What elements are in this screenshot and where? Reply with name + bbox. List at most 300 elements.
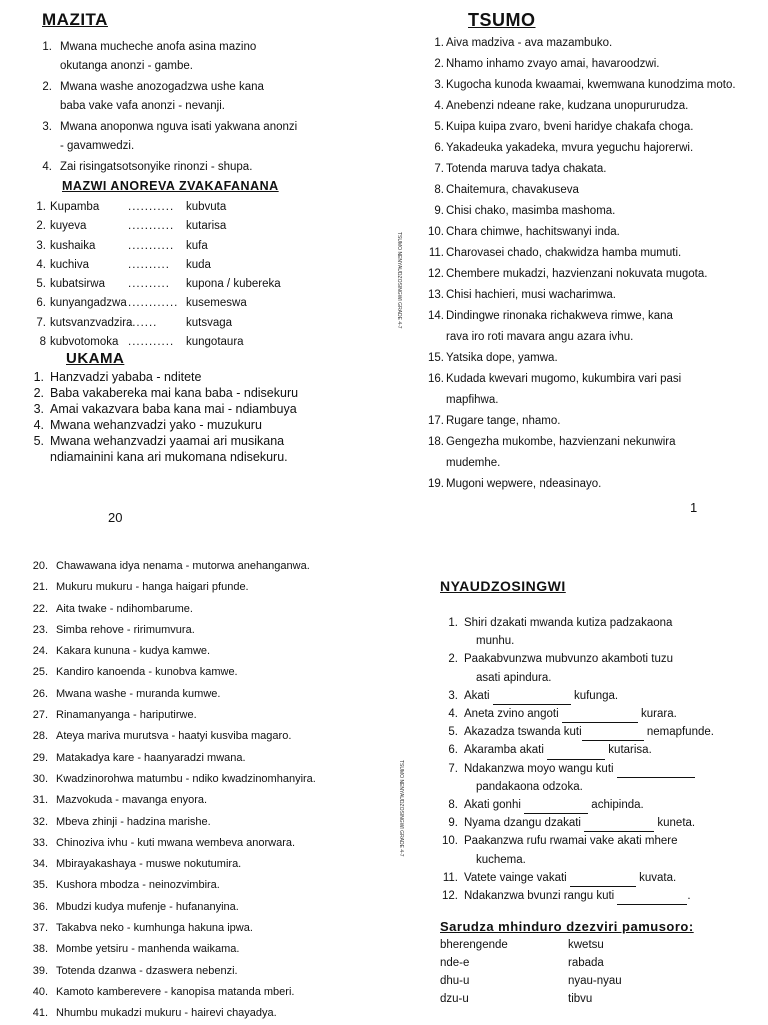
dot-leader: ........... — [128, 220, 175, 233]
item-line: asati apindura. — [476, 671, 552, 684]
item-text: Mbirayakashaya - muswe nokutumira. — [56, 858, 242, 871]
item-text: Mombe yetsiru - manhenda waikama. — [56, 943, 240, 956]
item-line — [464, 869, 750, 887]
item-text: Chawawana idya nenama - mutorwa anehanganwa. — [56, 560, 310, 572]
item-number: 4. — [434, 100, 444, 112]
answer-blank — [547, 748, 605, 760]
nyaudzosingwi-item — [440, 705, 750, 723]
item-number: 2. — [448, 653, 458, 666]
item-line: rava iro roti mavara angu azara ivhu. — [446, 331, 634, 343]
item-number: 3. — [36, 239, 46, 252]
item-text — [446, 285, 748, 306]
item-line — [464, 705, 750, 723]
item-text — [446, 33, 748, 54]
item-text — [446, 369, 748, 411]
item-text-part: kurara. — [637, 708, 677, 721]
item-line: kuchema. — [476, 853, 526, 866]
nyaudzosingwi-list — [440, 614, 750, 905]
synonym-row — [28, 314, 328, 333]
item-text-part: Vatete vainge vakati — [464, 871, 570, 884]
item-text: Kwadzinorohwa matumbu - ndiko kwadzinomhanyira. — [56, 772, 316, 785]
ukama-item — [28, 417, 328, 433]
option-row — [440, 936, 750, 954]
item-text-part: Akati — [464, 689, 493, 702]
item-number: 21. — [32, 581, 48, 594]
item-number: 2. — [42, 81, 52, 93]
item-number: 35. — [32, 879, 48, 892]
dot-leader: ........... — [128, 239, 175, 252]
item-text: Aita twake - ndihombarume. — [56, 602, 193, 615]
sarudza-heading: Sarudza mhinduro dzezviri pamusoro: — [440, 919, 694, 935]
synonym-word: kutsvanzvadzira — [50, 316, 133, 329]
item-number: 14. — [428, 310, 444, 322]
tsumo-item — [30, 599, 360, 620]
item-number: 2. — [33, 386, 44, 401]
item-text — [446, 159, 748, 180]
item-line: Nhamo inhamo zvayo amai, havaroodzwi. — [446, 58, 660, 70]
item-number: 3. — [434, 79, 444, 91]
item-number: 18. — [428, 436, 444, 448]
margin-text-top: TSUMO NENYAUDZOSINGWI GRADE 4-7 — [396, 232, 402, 329]
item-number: 30. — [32, 772, 48, 785]
item-text-part: Shiri dzakati mwanda kutiza padzakaona — [464, 617, 673, 629]
nyaudzosingwi-item — [440, 650, 750, 686]
item-text — [446, 264, 748, 285]
item-number: 1. — [33, 370, 44, 385]
tsumo-item — [30, 556, 360, 577]
item-text-part: Nyama dzangu dzakati — [464, 817, 585, 830]
item-number: 34. — [32, 858, 48, 871]
item-line: Chara chimwe, hachitswanyi inda. — [446, 226, 620, 238]
margin-text-bottom: TSUMO NENYAUDZOSINGWI GRADE 4-7 — [398, 760, 404, 857]
answer-blank — [584, 820, 654, 832]
item-number: 8. — [448, 799, 458, 812]
item-text: Takabva neko - kumhunga hakuna ipwa. — [56, 922, 253, 935]
page-number-left: 20 — [108, 510, 123, 525]
item-number: 10. — [428, 226, 444, 238]
item-line: baba vake vafa anonzi - nevanji. — [60, 100, 225, 112]
tsumo-item — [428, 54, 748, 75]
answer-blank — [617, 893, 687, 905]
tsumo-item — [30, 726, 360, 747]
ukama-item — [28, 401, 328, 417]
item-number: 6. — [36, 297, 46, 310]
tsumo-item — [428, 138, 748, 159]
item-line — [464, 832, 750, 850]
tsumo-list — [428, 33, 748, 495]
item-line: Zai risingatsotsonyike rinonzi - shupa. — [60, 161, 253, 173]
item-number: 3. — [33, 402, 44, 417]
item-line — [464, 614, 750, 632]
item-text — [50, 433, 328, 465]
item-number: 24. — [32, 645, 48, 658]
item-text-part: kufunga. — [570, 689, 619, 702]
item-number: 1. — [448, 617, 458, 629]
item-number: 4. — [448, 708, 458, 721]
item-line: munhu. — [476, 635, 515, 648]
ukama-list — [28, 369, 328, 465]
item-text — [446, 138, 748, 159]
item-number: 40. — [32, 985, 48, 998]
item-text: Totenda dzanwa - dzaswera nebenzi. — [56, 964, 238, 977]
tsumo-item — [30, 812, 360, 833]
tsumo-item — [428, 117, 748, 138]
mazita-list — [28, 38, 328, 177]
synonym-row — [28, 198, 328, 217]
tsumo-item — [428, 75, 748, 96]
item-text-part: Aneta zvino angoti — [464, 708, 562, 721]
item-text — [50, 401, 328, 417]
item-line: okutanga anonzi - gambe. — [60, 60, 193, 72]
item-number: 9. — [434, 205, 444, 217]
item-number: 32. — [32, 815, 48, 828]
item-text: Chinoziva ivhu - kuti mwana wembeva anorwara. — [56, 836, 296, 849]
item-number: 13. — [428, 289, 444, 301]
option-word: kwetsu — [568, 939, 604, 952]
item-text — [446, 180, 748, 201]
item-number: 27. — [32, 709, 48, 722]
tsumo-heading: TSUMO — [468, 10, 536, 30]
bottom-left-page — [30, 556, 360, 1025]
item-number: 20. — [32, 560, 48, 572]
item-text — [446, 432, 748, 474]
item-line: Chaitemura, chavakuseva — [446, 184, 579, 196]
option-word: nde-e — [440, 957, 470, 970]
nyaudzosingwi-heading: NYAUDZOSINGWI — [440, 578, 566, 594]
tsumo-item — [30, 620, 360, 641]
item-number: 12. — [442, 890, 458, 903]
tsumo-item — [30, 897, 360, 918]
tsumo-item — [428, 243, 748, 264]
tsumo-item — [428, 264, 748, 285]
option-row — [440, 954, 750, 972]
tsumo-item — [30, 684, 360, 705]
item-number: 9. — [448, 817, 458, 830]
item-text — [60, 118, 328, 156]
item-text — [464, 760, 750, 796]
item-text: Mbeva zhinji - hadzina marishe. — [56, 815, 211, 828]
synonym-meaning: kungotaura — [186, 336, 244, 349]
bottom-right-page — [440, 578, 750, 1008]
item-text-part: Paakabvunzwa mubvunzo akamboti tuzu — [464, 653, 674, 666]
tsumo-item — [30, 875, 360, 896]
item-number: 7. — [434, 163, 444, 175]
mazita-item — [28, 78, 328, 116]
item-text-part: Akazadza tswanda kuti — [464, 726, 582, 739]
synonym-meaning: kufa — [186, 239, 208, 252]
tsumo-item — [30, 918, 360, 939]
tsumo-item — [30, 961, 360, 982]
nyaudzosingwi-item — [440, 832, 750, 868]
item-line: mapfihwa. — [446, 394, 499, 406]
item-number: 12. — [428, 268, 444, 280]
top-left-page — [28, 10, 328, 525]
nyaudzosingwi-item — [440, 741, 750, 759]
item-line — [464, 796, 750, 814]
item-line: Dindingwe rinonaka richakweva rimwe, kana — [446, 310, 673, 322]
mazita-item — [28, 158, 328, 177]
mazita-item — [28, 118, 328, 156]
item-line: Mwana anoponwa nguva isati yakwana anonzi — [60, 121, 298, 133]
item-line: Anebenzi ndeane rake, kudzana unopururudza. — [446, 100, 689, 112]
synonym-word: kunyangadzwa — [50, 297, 127, 310]
mazwi-heading: MAZWI ANOREVA ZVAKAFANANA — [62, 179, 279, 193]
option-word: bherengende — [440, 939, 508, 952]
option-row — [440, 972, 750, 990]
item-number: 5. — [434, 121, 444, 133]
answer-blank — [562, 711, 638, 723]
item-number: 2. — [36, 220, 46, 233]
item-text-part: Akaramba akati — [464, 744, 548, 757]
item-line — [464, 723, 750, 741]
item-number: 2. — [434, 58, 444, 70]
item-number: 7. — [448, 762, 458, 775]
item-number: 10. — [442, 835, 458, 848]
item-number: 16. — [428, 373, 444, 385]
option-word: rabada — [568, 957, 604, 970]
item-text-part: . — [687, 890, 691, 903]
item-number: 11. — [442, 871, 458, 884]
ukama-item — [28, 385, 328, 401]
synonym-row — [28, 237, 328, 256]
item-text — [464, 814, 750, 832]
item-text — [446, 201, 748, 222]
tsumo-item — [428, 180, 748, 201]
synonym-meaning: kutarisa — [186, 220, 227, 233]
item-line — [464, 650, 750, 668]
item-line: Chembere mukadzi, hazvienzani nokuvata mugota. — [446, 268, 708, 280]
synonym-row — [28, 275, 328, 294]
item-text — [464, 687, 750, 705]
synonym-row — [28, 256, 328, 275]
synonym-meaning: kupona / kubereka — [186, 278, 281, 291]
item-text: Mukuru mukuru - hanga haigari pfunde. — [56, 581, 249, 594]
item-number: 5. — [448, 726, 458, 739]
item-number: 8 — [39, 336, 46, 349]
synonym-meaning: kubvuta — [186, 201, 227, 213]
item-text: Mwana washe - muranda kumwe. — [56, 687, 221, 700]
nyaudzosingwi-item — [440, 760, 750, 796]
item-line: Charovasei chado, chakwidza hamba mumuti. — [446, 247, 682, 259]
mazita-heading: MAZITA — [42, 10, 108, 29]
item-number: 6. — [448, 744, 458, 757]
item-number: 36. — [32, 900, 48, 913]
item-text — [50, 417, 328, 433]
tsumo-item — [30, 641, 360, 662]
option-row — [440, 990, 750, 1008]
synonym-word: kuchiva — [50, 258, 89, 271]
item-text — [60, 38, 328, 76]
tsumo-item — [30, 982, 360, 1003]
item-text-part: kuvata. — [635, 871, 677, 884]
ukama-item — [28, 369, 328, 385]
item-line: Gengezha mukombe, hazvienzani nekunwira — [446, 436, 676, 448]
item-text — [464, 869, 750, 887]
item-text-part: achipinda. — [588, 799, 644, 812]
tsumo-item — [30, 833, 360, 854]
nyaudzosingwi-item — [440, 614, 750, 650]
answer-blank — [617, 766, 695, 778]
item-text — [464, 723, 750, 741]
item-text — [50, 385, 328, 401]
tsumo-item — [428, 348, 748, 369]
item-line: Rugare tange, nhamo. — [446, 415, 561, 427]
synonym-word: kuyeva — [50, 220, 87, 233]
item-number: 5. — [36, 278, 46, 291]
tsumo-item — [428, 369, 748, 411]
item-text: Ateya mariva murutsva - haatyi kusviba magaro. — [56, 730, 292, 743]
item-number: 11. — [428, 247, 444, 259]
item-line: Mwana mucheche anofa asina mazino — [60, 41, 257, 53]
tsumo-item — [30, 769, 360, 790]
item-text-part: kuneta. — [654, 817, 696, 830]
item-text — [464, 650, 750, 686]
top-right-page — [428, 10, 748, 515]
tsumo-item — [428, 96, 748, 117]
option-word: tibvu — [568, 993, 593, 1006]
item-line — [464, 814, 750, 832]
tsumo-item — [428, 474, 748, 495]
item-line: Baba vakabereka mai kana baba - ndisekuru — [50, 386, 299, 401]
item-text — [464, 887, 750, 905]
item-number: 8. — [434, 184, 444, 196]
item-text-part: Ndakanzwa moyo wangu kuti — [464, 762, 617, 775]
tsumo-item — [30, 577, 360, 598]
tsumo-continued-list — [30, 556, 360, 1025]
synonym-row — [28, 217, 328, 236]
dot-leader: .......... — [128, 258, 170, 271]
item-text: Kushora mbodza - neinozvimbira. — [56, 879, 220, 892]
item-line: Mwana wehanzvadzi yako - muzukuru — [50, 418, 262, 433]
item-text — [446, 117, 748, 138]
mazita-item — [28, 38, 328, 76]
item-number: 33. — [32, 836, 48, 849]
item-text — [464, 741, 750, 759]
item-line: Mwana washe anozogadzwa ushe kana — [60, 81, 264, 93]
nyaudzosingwi-item — [440, 723, 750, 741]
synonym-meaning: kusemeswa — [186, 297, 247, 310]
item-line: Totenda maruva tadya chakata. — [446, 163, 607, 175]
item-text: Nhumbu mukadzi mukuru - hairevi chayadya. — [56, 1007, 277, 1020]
item-text — [446, 243, 748, 264]
option-word: dhu-u — [440, 975, 470, 988]
item-text — [60, 158, 328, 177]
tsumo-item — [428, 411, 748, 432]
tsumo-item — [30, 790, 360, 811]
synonym-meaning: kuda — [186, 258, 211, 271]
item-number: 41. — [32, 1007, 48, 1020]
item-number: 23. — [32, 623, 48, 636]
item-text — [446, 75, 748, 96]
item-line: - gavamwedzi. — [60, 140, 135, 152]
answer-blank — [570, 875, 636, 887]
synonyms-list — [28, 198, 328, 352]
item-number: 17. — [428, 415, 444, 427]
tsumo-item — [428, 159, 748, 180]
item-line: pandakaona odzoka. — [476, 780, 583, 793]
item-text — [464, 614, 750, 650]
tsumo-item — [428, 306, 748, 348]
item-text: Matakadya kare - haanyaradzi mwana. — [56, 751, 246, 764]
tsumo-item — [30, 854, 360, 875]
dot-leader: ....... — [128, 316, 158, 329]
item-text — [446, 411, 748, 432]
dot-leader: ............ — [128, 297, 179, 310]
option-word: dzu-u — [440, 993, 469, 1006]
dot-leader: ........... — [128, 336, 175, 349]
item-line: Yakadeuka yakadeka, mvura yeguchu hajorerwi. — [446, 142, 694, 154]
item-number: 38. — [32, 943, 48, 956]
nyaudzosingwi-item — [440, 814, 750, 832]
item-number: 5. — [33, 434, 44, 449]
item-text: Simba rehove - ririmumvura. — [56, 623, 195, 636]
item-text-part: kutarisa. — [605, 744, 652, 757]
item-text: Rinamanyanga - hariputirwe. — [56, 709, 197, 722]
tsumo-item — [428, 285, 748, 306]
item-line — [464, 760, 750, 778]
item-number: 4. — [36, 258, 46, 271]
nyaudzosingwi-item — [440, 687, 750, 705]
ukama-heading: UKAMA — [66, 350, 125, 368]
item-line: Amai vakazvara baba kana mai - ndiambuya — [50, 402, 297, 417]
item-number: 3. — [448, 689, 458, 702]
item-line: Kuipa kuipa zvaro, bveni haridye chakafa choga. — [446, 121, 694, 133]
nyaudzosingwi-item — [440, 887, 750, 905]
item-line: Kudada kwevari mugomo, kukumbira vari pasi — [446, 373, 682, 385]
item-line: Chisi hachieri, musi wacharimwa. — [446, 289, 616, 301]
dot-leader: .......... — [128, 278, 170, 291]
item-text-part: nemapfunde. — [643, 726, 714, 739]
tsumo-item — [428, 432, 748, 474]
synonym-word: kubvotomoka — [50, 336, 119, 349]
tsumo-item — [30, 939, 360, 960]
dot-leader: ........... — [128, 201, 175, 213]
item-line — [464, 887, 750, 905]
item-number: 37. — [32, 922, 48, 935]
item-text: Mazvokuda - mavanga enyora. — [56, 794, 208, 807]
item-number: 4. — [33, 418, 44, 433]
item-text — [446, 222, 748, 243]
item-text: Kamoto kamberevere - kanopisa matanda mberi. — [56, 985, 295, 998]
synonym-word: kubatsirwa — [50, 278, 105, 291]
item-number: 19. — [428, 478, 444, 490]
tsumo-item — [30, 705, 360, 726]
synonym-row — [28, 294, 328, 313]
item-number: 3. — [42, 121, 52, 133]
item-text-part: Paakanzwa rufu rwamai vake akati mhere — [464, 835, 678, 848]
item-line: Kugocha kunoda kwaamai, kwemwana kunodzima moto. — [446, 79, 736, 91]
option-word: nyau-nyau — [568, 975, 622, 988]
item-text — [464, 705, 750, 723]
synonym-word: Kupamba — [50, 201, 100, 213]
item-text — [446, 306, 748, 348]
item-number: 28. — [32, 730, 48, 743]
item-number: 1. — [434, 37, 444, 49]
item-text — [60, 78, 328, 116]
item-text-part: Ndakanzwa bvunzi rangu kuti — [464, 890, 618, 903]
item-number: 26. — [32, 687, 48, 700]
tsumo-item — [30, 748, 360, 769]
answer-blank — [582, 729, 644, 741]
item-line: ndiamainini kana ari mukomana ndisekuru. — [50, 450, 288, 465]
item-text: Mbudzi kudya mufenje - hufananyina. — [56, 900, 239, 913]
item-line: Mugoni wepwere, ndeasinayo. — [446, 478, 602, 490]
item-number: 1. — [42, 41, 52, 53]
item-line — [464, 741, 750, 759]
item-line — [464, 687, 750, 705]
item-line: Aiva madziva - ava mazambuko. — [446, 37, 613, 49]
item-number: 4. — [42, 161, 52, 173]
